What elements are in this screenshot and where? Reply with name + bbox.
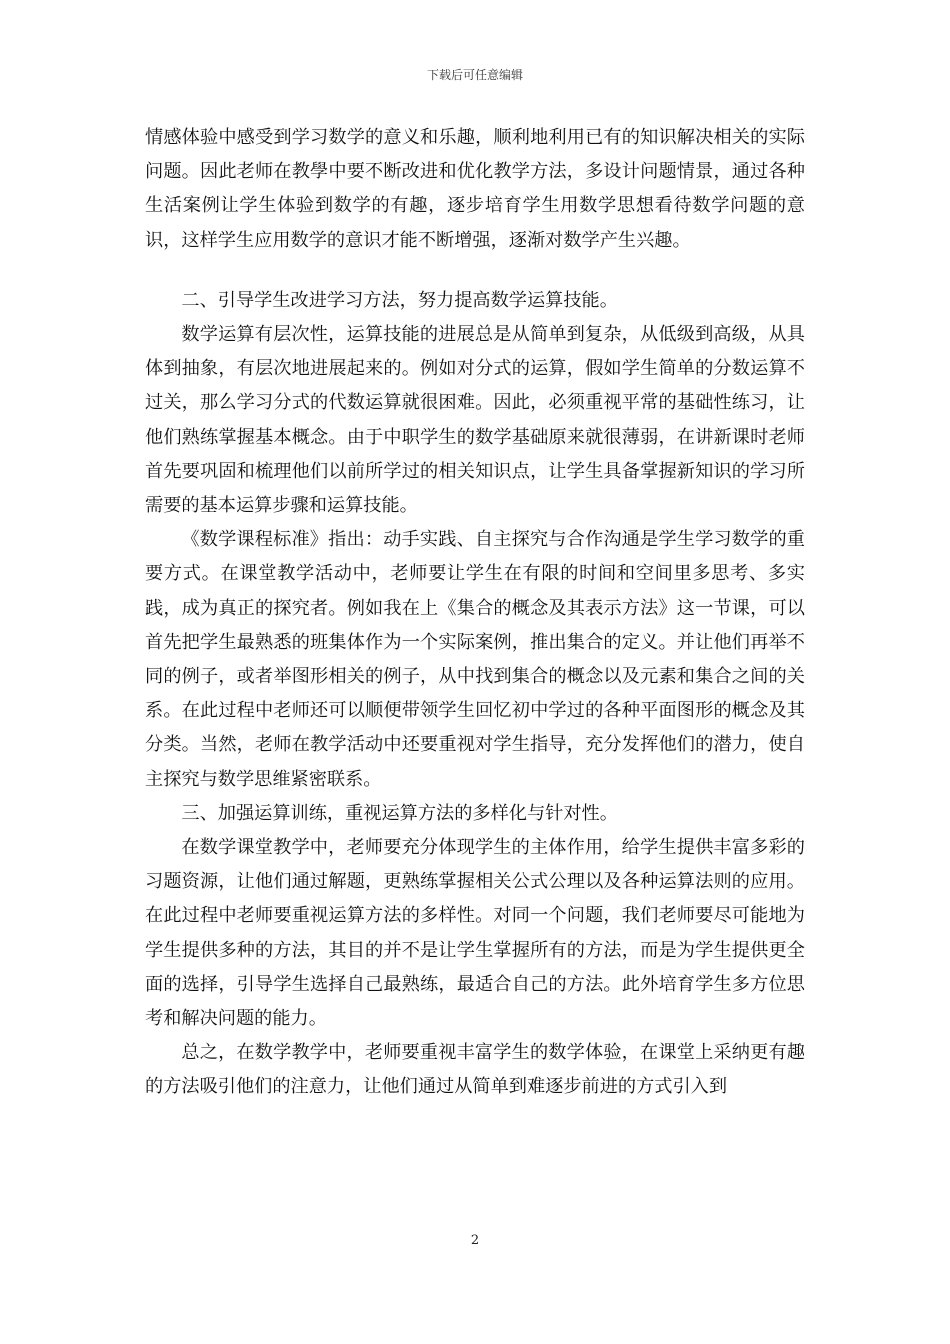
paragraph: 《数学课程标准》指出：动手实践、自主探究与合作沟通是学生学习数学的重要方式。在课堂教学活动中，老师要让学生在有限的时间和空间里多思考、多实践，成为真正的探究者。例如我在上《集合的概念及其表示方法》这一节课，可以首先把学生最熟悉的班集体作为一个实际案例，推出集合的定义。并让他们再举不同的例子，或者举图形相关的例子，从中找到集合的概念以及元素和集合之间的关系。在此过程中老师还可以顺便带领学生回忆初中学过的各种平面图形的概念及其分类。当然，老师在教学活动中还要重视对学生指导，充分发挥他们的潜力，使自主探究与数学思维紧密联系。	[145, 529, 805, 790]
paragraph: 总之，在数学教学中，老师要重视丰富学生的数学体验，在课堂上采纳更有趣的方法吸引他们的注意力，让他们通过从简单到难逐步前进的方式引入到	[145, 1042, 805, 1098]
page-header: 下载后可任意编辑	[426, 68, 523, 82]
page-number: 2	[470, 1233, 480, 1248]
section-heading-2: 二、引导学生改进学习方法，努力提高数学运算技能。	[181, 289, 618, 311]
paragraph: 在数学课堂教学中，老师要充分体现学生的主体作用，给学生提供丰富多彩的习题资源，让他们通过解题，更熟练掌握相关公式公理以及各种运算法则的应用。在此过程中老师要重视运算方法的多样性。对同一个问题，我们老师要尽可能地为学生提供多种的方法，其目的并不是让学生掌握所有的方法，而是为学生提供更全面的选择，引导学生选择自己最熟练，最适合自己的方法。此外培育学生多方位思考和解决问题的能力。	[145, 837, 805, 1030]
paragraph: 数学运算有层次性，运算技能的进展总是从简单到复杂，从低级到高级，从具体到抽象，有层次地进展起来的。例如对分式的运算，假如学生简单的分数运算不过关，那么学习分式的代数运算就很困难。因此，必须重视平常的基础性练习，让他们熟练掌握基本概念。由于中职学生的数学基础原来就很薄弱，在讲新课时老师首先要巩固和梳理他们以前所学过的相关知识点，让学生具备掌握新知识的学习所需要的基本运算步骤和运算技能。	[145, 324, 805, 517]
paragraph-continuation: 情感体验中感受到学习数学的意义和乐趣，顺利地利用已有的知识解决相关的实际问题。因此老师在教學中要不断改进和优化教学方法，多设计问题情景，通过各种生活案例让学生体验到数学的有趣，逐步培育学生用数学思想看待数学问题的意识，这样学生应用数学的意识才能不断增强，逐渐对数学产生兴趣。	[145, 127, 805, 251]
document-body	[145, 121, 805, 1105]
section-heading-3: 三、加强运算训练，重视运算方法的多样化与针对性。	[181, 802, 618, 824]
